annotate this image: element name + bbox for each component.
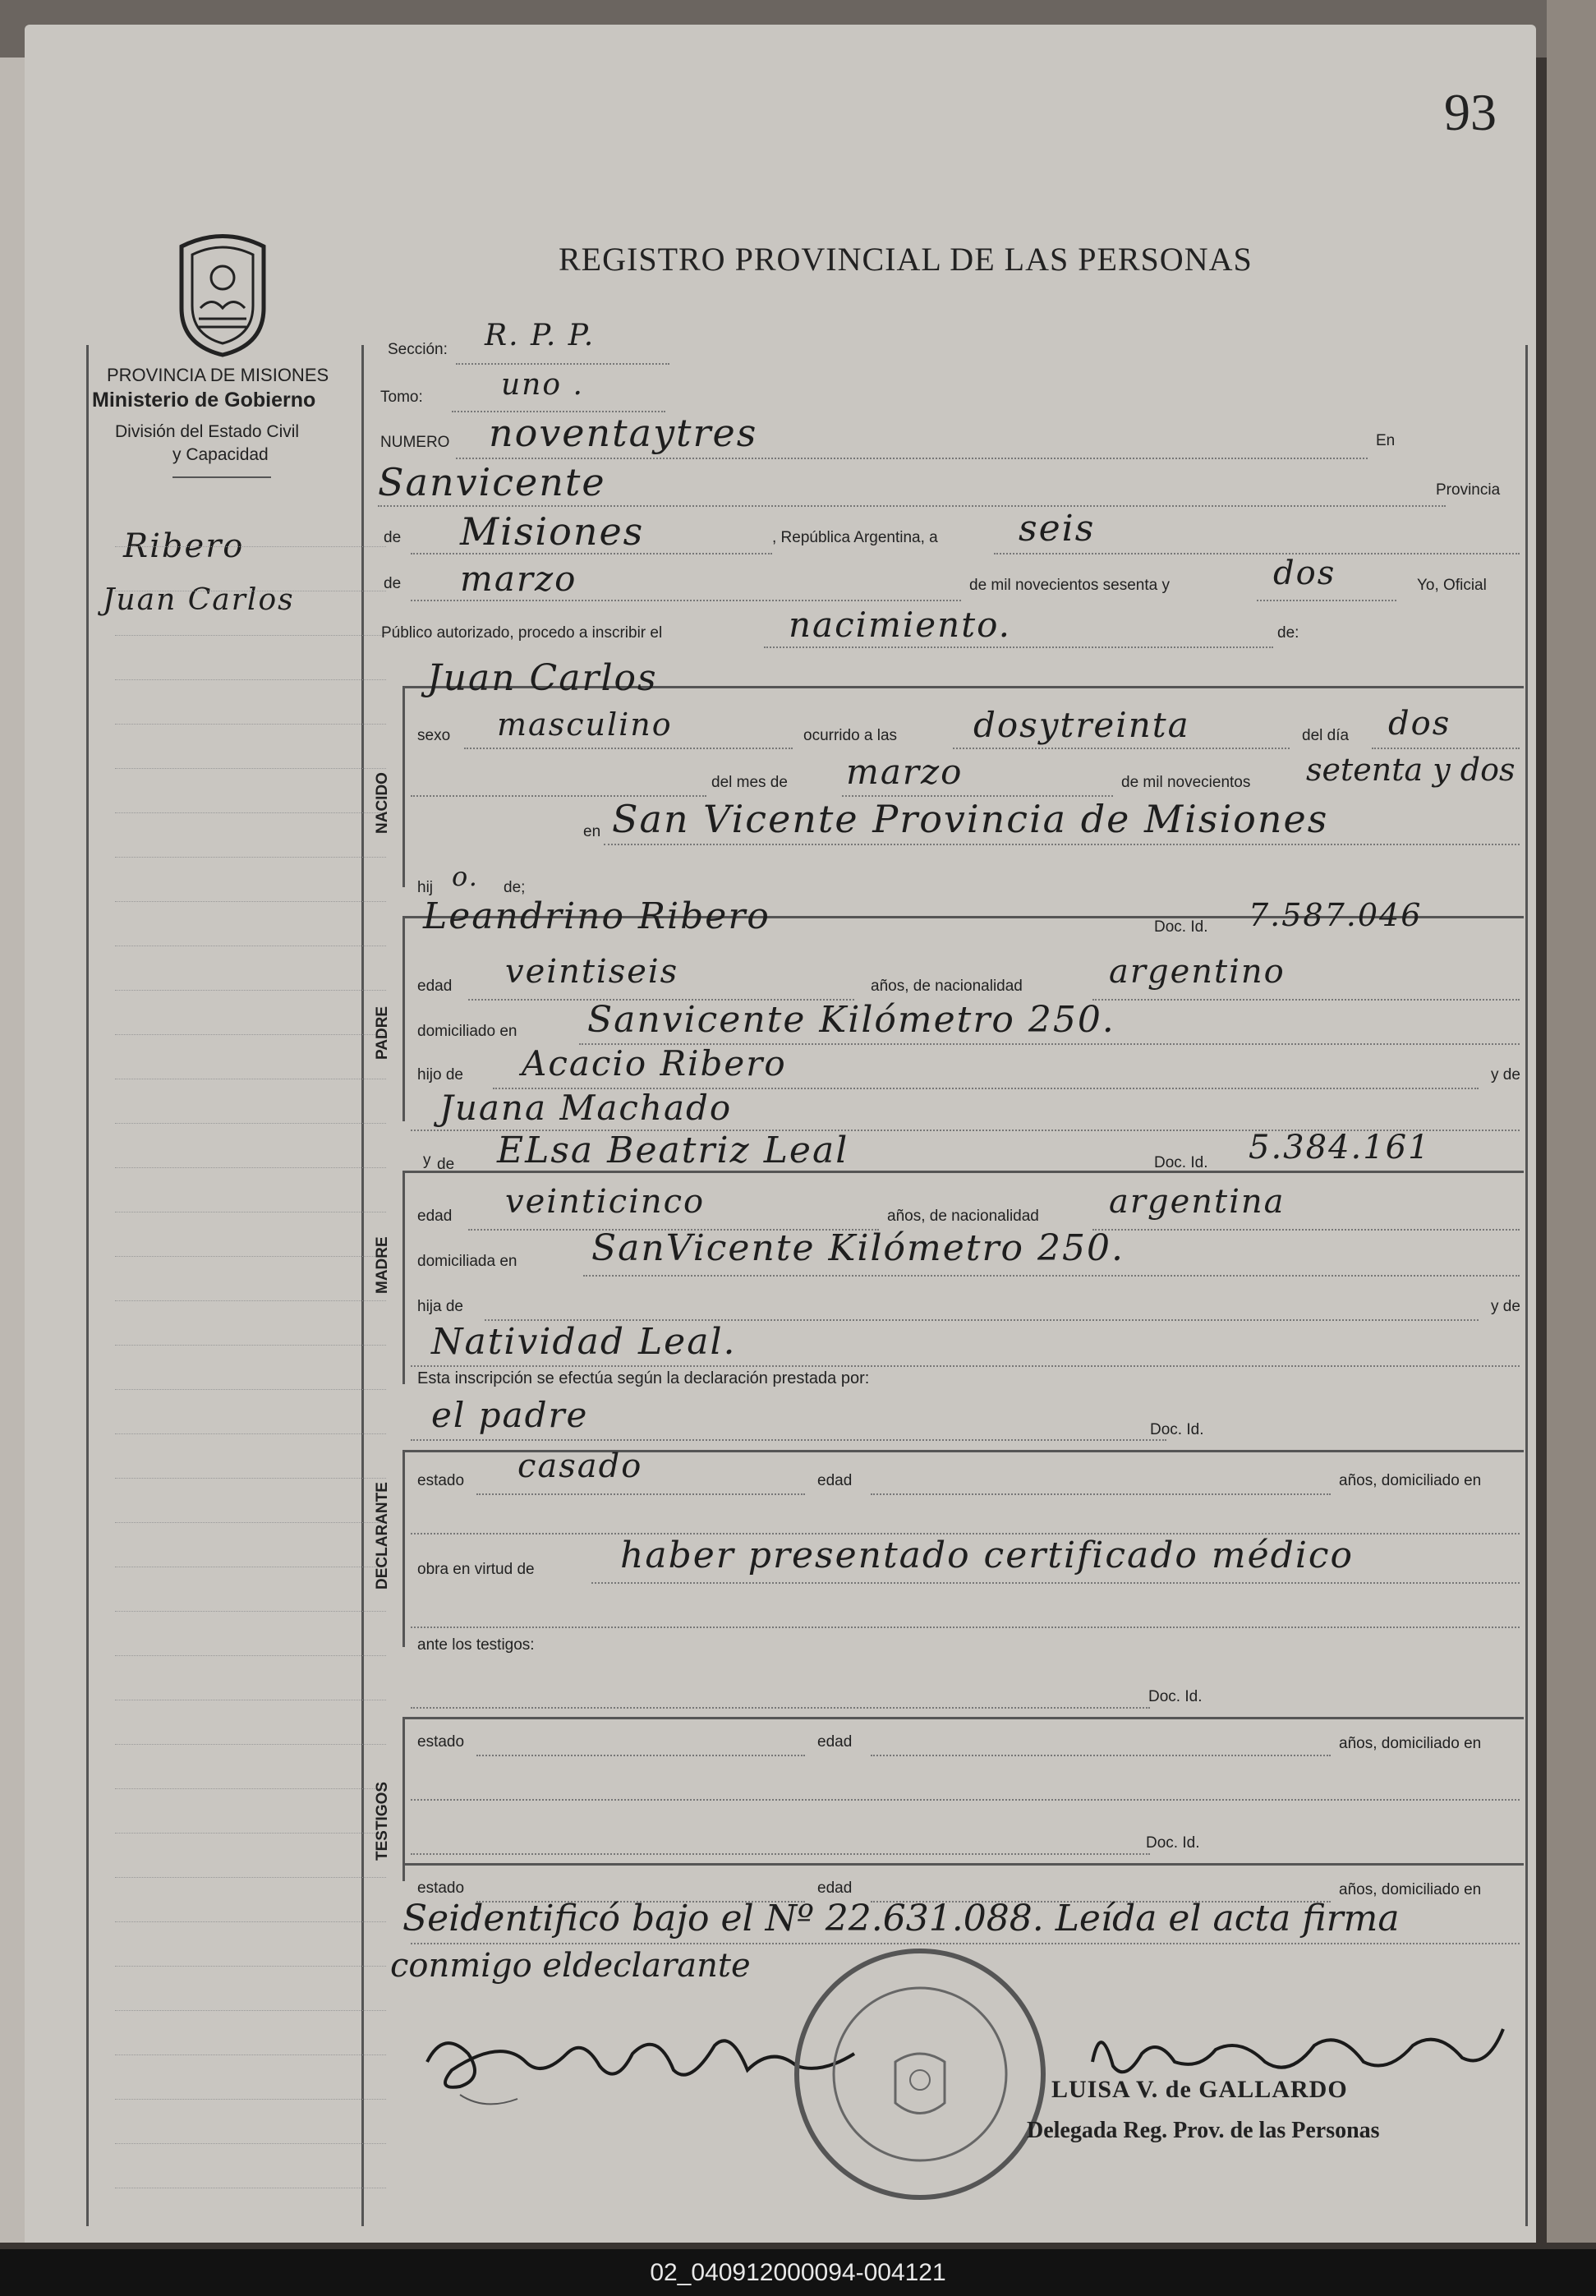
margin-ruled-line (115, 1788, 386, 1789)
provincial-coat-of-arms-icon (169, 230, 276, 357)
testigo2-line (411, 1853, 1150, 1855)
margin-ruled-line (115, 1921, 386, 1922)
nacido-side-rule (402, 686, 405, 887)
margin-ruled-line (115, 990, 386, 991)
month-line (411, 600, 961, 601)
nacido-name: Juan Carlos (427, 657, 658, 699)
province-value: Misiones (460, 509, 645, 554)
hora-value: dosytreinta (973, 705, 1190, 745)
margin-ruled-line (115, 2143, 386, 2144)
margin-ruled-line (115, 1833, 386, 1834)
padre-nac-label: años, de nacionalidad (871, 978, 1023, 995)
ministry-heading: Ministerio de Gobierno (92, 389, 316, 412)
margin-ruled-line (115, 546, 386, 547)
padre-hijode-label: hijo de (417, 1066, 463, 1084)
right-column-border (1525, 345, 1528, 2226)
declarante-estado-label: estado (417, 1472, 465, 1489)
page-number: 93 (1444, 83, 1497, 141)
madre-nac-label: años, de nacionalidad (887, 1208, 1039, 1225)
sexo-label: sexo (417, 727, 451, 744)
testigos-side-rule (402, 1717, 405, 1881)
margin-ruled-line (115, 1655, 386, 1656)
province-line (411, 553, 772, 554)
margin-surname: Ribero (123, 527, 245, 565)
declarante-side-rule (402, 1450, 405, 1647)
madre-de-label: de (437, 1156, 455, 1173)
madre-edad-value: veinticinco (505, 1183, 706, 1221)
madre-doc-label: Doc. Id. (1154, 1154, 1208, 1171)
declarante-who-line (411, 1439, 1166, 1441)
declarante-section-label: DECLARANTE (374, 1482, 391, 1590)
margin-given-names: Juan Carlos (103, 583, 295, 617)
declarante-estado-line (476, 1493, 805, 1495)
act-line (764, 646, 1273, 648)
lugar-value: San Vicente Provincia de Misiones (612, 797, 1329, 841)
margin-ruled-line (115, 1478, 386, 1479)
padre-section-label: PADRE (374, 1005, 391, 1060)
previous-page-edge (0, 58, 25, 2243)
de-label-1: de (384, 529, 402, 546)
margin-ruled-line (115, 635, 386, 636)
margin-ruled-line (115, 901, 386, 902)
scan-footer-bar (0, 2249, 1596, 2296)
official-seal-stamp-icon (784, 1939, 1056, 2210)
left-column-border (86, 345, 89, 2226)
margin-ruled-line (115, 1522, 386, 1523)
registry-title: REGISTRO PROVINCIAL DE LAS PERSONAS (559, 241, 1253, 278)
division-heading: División del Estado Civil (115, 422, 300, 441)
seccion-value: R. P. P. (485, 319, 596, 352)
declarante-obra-label: obra en virtud de (417, 1561, 535, 1578)
division-heading-2: y Capacidad (172, 445, 269, 464)
madre-name: ELsa Beatriz Leal (497, 1130, 849, 1171)
padre-dom-value: Sanvicente Kilómetro 250. (587, 999, 1115, 1041)
madre-dom-line (583, 1275, 1520, 1277)
year-line (1257, 600, 1396, 601)
tomo-value: uno . (501, 368, 584, 402)
declarante-obra-value: haber presentado certificado médico (620, 1535, 1355, 1576)
numero-line (456, 458, 1368, 459)
document-id: 02_040912000094-004121 (650, 2259, 946, 2286)
sexo-line (464, 748, 793, 749)
madre-side-rule (402, 1171, 405, 1384)
de-colon-label: de: (1277, 624, 1299, 642)
margin-ruled-line (115, 1744, 386, 1745)
madre-yde-label: y de (1491, 1298, 1520, 1315)
province-heading: PROVINCIA DE MISIONES (107, 365, 329, 385)
testigo1-estado-label: estado (417, 1733, 465, 1751)
numero-label: NUMERO (380, 434, 450, 451)
closing-line-1: Seidentificó bajo el Nº 22.631.088. Leída el acta firma (402, 1898, 1400, 1939)
margin-ruled-line (115, 2099, 386, 2100)
margin-ruled-line (115, 2054, 386, 2055)
seccion-line (456, 363, 669, 365)
heading-divider (172, 476, 271, 478)
deldia-label: del día (1302, 727, 1350, 744)
madre-hijade-line-2 (411, 1365, 1520, 1367)
testigo1-anos-label: años, domiciliado en (1339, 1735, 1482, 1752)
margin-ruled-line (115, 1433, 386, 1434)
declarante-edad-line (871, 1493, 1331, 1495)
place-line (378, 505, 1446, 507)
madre-nac-line (1092, 1229, 1520, 1231)
oficial-label: Yo, Oficial (1417, 577, 1487, 594)
padre-hijode-value: Acacio Ribero (522, 1043, 787, 1084)
register-page (25, 25, 1536, 2243)
padre-nac-line (1092, 999, 1520, 1001)
madre-edad-label: edad (417, 1208, 453, 1225)
declarante-edad-label: edad (817, 1472, 853, 1489)
milnov-label: de mil novecientos sesenta y (969, 577, 1170, 594)
madre-section-label: MADRE (374, 1236, 391, 1294)
padre-name: Leandrino Ribero (423, 895, 770, 937)
margin-ruled-line (115, 1300, 386, 1301)
madre-dom-value: SanVicente Kilómetro 250. (591, 1227, 1125, 1269)
testigos-intro: ante los testigos: (417, 1636, 535, 1654)
madre-hijade-label: hija de (417, 1298, 463, 1315)
testigos-section-label: TESTIGOS (374, 1781, 391, 1861)
year-value: dos (1273, 554, 1336, 592)
delmes-label: del mes de (711, 774, 788, 791)
margin-ruled-line (115, 1034, 386, 1035)
margin-ruled-line (115, 1256, 386, 1257)
de-label-2: de (384, 575, 402, 592)
lugar-line (604, 844, 1520, 845)
official-name: LUISA V. de GALLARDO (1051, 2076, 1348, 2103)
nacido-section-label: NACIDO (374, 772, 391, 834)
margin-ruled-line (115, 1167, 386, 1168)
declarante-intro: Esta inscripción se efectúa según la declaración prestada por: (417, 1369, 870, 1387)
padre-edad-value: veintiseis (505, 953, 679, 991)
en-label: En (1376, 432, 1396, 449)
padre-edad-label: edad (417, 978, 453, 995)
padre-dom-label: domiciliado en (417, 1023, 517, 1040)
margin-ruled-line (115, 724, 386, 725)
mes-value: marzo (846, 752, 964, 792)
madre-nac-value: argentina (1109, 1183, 1286, 1221)
main-column-border (361, 345, 364, 2226)
dia-value: dos (1388, 705, 1451, 743)
hora-line (953, 748, 1290, 749)
republica-label: , República Argentina, a (772, 529, 938, 546)
madre-doc-value: 5.384.161 (1249, 1129, 1431, 1166)
madre-dom-label: domiciliada en (417, 1253, 517, 1270)
testigo1-estado-line (476, 1755, 805, 1756)
book-cover-right (1547, 0, 1596, 2243)
padre-doc-label: Doc. Id. (1154, 918, 1208, 936)
padre-side-rule (402, 916, 405, 1121)
hijo-suffix: o. (452, 861, 479, 892)
publico-label: Público autorizado, procedo a inscribir el (381, 624, 663, 642)
hijo-label: hij (417, 879, 434, 896)
testigo2-edad-label: edad (817, 1880, 853, 1897)
testigo1-line (411, 1707, 1150, 1709)
nac-milnov-label: de mil novecientos (1121, 774, 1251, 791)
dia-line (1372, 748, 1520, 749)
hijo-de-label: de; (504, 879, 526, 896)
testigo1-edad-line (871, 1755, 1331, 1756)
madre-y-prefix: y (423, 1152, 431, 1169)
testigo2-doc-label: Doc. Id. (1146, 1834, 1200, 1852)
day-line (994, 553, 1520, 554)
margin-ruled-line (115, 1389, 386, 1390)
nac-en-label: en (583, 823, 601, 840)
padre-doc-value: 7.587.046 (1249, 897, 1423, 933)
testigo1-dom-line (411, 1799, 1520, 1801)
declarante-anos-label: años, domiciliado en (1339, 1472, 1482, 1489)
declarante-who: el padre (431, 1395, 589, 1435)
testigo2-estado-label: estado (417, 1880, 465, 1897)
margin-ruled-line (115, 857, 386, 858)
testigo1-edad-label: edad (817, 1733, 853, 1751)
numero-value: noventaytres (489, 411, 758, 455)
official-title: Delegada Reg. Prov. de las Personas (1027, 2118, 1380, 2143)
closing-line-2: conmigo eldeclarante (390, 1947, 751, 1985)
margin-ruled-line (115, 2010, 386, 2011)
padre-nac-value: argentino (1109, 953, 1286, 991)
testigos-bottom-rule (402, 1863, 1524, 1866)
margin-ruled-line (115, 1966, 386, 1967)
anio-value: setenta y dos (1306, 752, 1516, 788)
margin-ruled-line (115, 812, 386, 813)
declarante-doc-label: Doc. Id. (1150, 1421, 1204, 1438)
margin-ruled-line (115, 1345, 386, 1346)
margin-ruled-line (115, 768, 386, 769)
testigo2-anos-label: años, domiciliado en (1339, 1881, 1482, 1898)
tomo-label: Tomo: (380, 389, 423, 406)
testigos-top-rule (402, 1717, 1524, 1719)
month-value: marzo (460, 559, 577, 599)
padre-yde-label: y de (1491, 1066, 1520, 1084)
day-value: seis (1019, 508, 1096, 550)
margin-ruled-line (115, 679, 386, 680)
declarante-obra-line (591, 1582, 1520, 1584)
margin-ruled-line (115, 1877, 386, 1878)
seccion-label: Sección: (388, 341, 448, 358)
place-value: Sanvicente (378, 460, 606, 504)
ocurrido-label: ocurrido a las (803, 727, 898, 744)
provincia-label: Provincia (1436, 481, 1501, 499)
declarante-estado-value: casado (517, 1447, 643, 1485)
padre-madre-value: Juana Machado (439, 1088, 733, 1128)
act-value: nacimiento. (789, 605, 1011, 645)
margin-ruled-line (115, 1611, 386, 1612)
margin-ruled-line (115, 1123, 386, 1124)
declarante-extra-line (411, 1627, 1520, 1628)
testigo1-doc-label: Doc. Id. (1148, 1688, 1203, 1705)
madre-hijade-value: Natividad Leal. (431, 1321, 737, 1363)
sexo-value: masculino (497, 706, 673, 743)
